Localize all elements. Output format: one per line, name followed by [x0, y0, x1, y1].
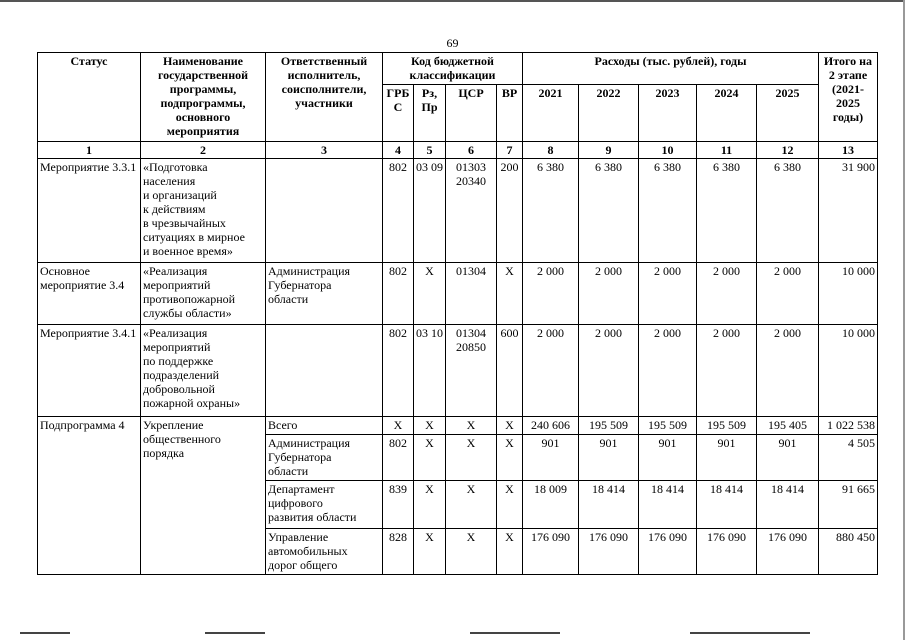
column-number-row	[38, 142, 878, 159]
value-2023-cell: 176 090	[639, 529, 697, 575]
status-cell: Мероприятие 3.4.1	[38, 325, 141, 417]
value-2024-cell: 18 414	[697, 481, 757, 529]
name-cell: «Реализация мероприятий противопожарной службы области»	[141, 263, 266, 325]
value-2024-cell: 901	[697, 435, 757, 481]
value-2022-cell: 6 380	[579, 159, 639, 263]
total-cell: 10 000	[819, 325, 878, 417]
rzpr-cell: 03 09	[414, 159, 446, 263]
value-2022-cell: 2 000	[579, 263, 639, 325]
grbs-cell: 802	[383, 325, 414, 417]
header-year-2024: 2024	[697, 85, 757, 142]
value-2021-cell: 901	[523, 435, 579, 481]
csr-cell: X	[446, 529, 497, 575]
rzpr-cell: X	[414, 481, 446, 529]
header-year-2021: 2021	[523, 85, 579, 142]
value-2023-cell: 6 380	[639, 159, 697, 263]
total-cell: 1 022 538	[819, 417, 878, 435]
value-2024-cell: 195 509	[697, 417, 757, 435]
header-expenses: Расходы (тыс. рублей), годы	[523, 53, 819, 85]
vr-cell: X	[497, 481, 523, 529]
col-num: 6	[446, 142, 497, 159]
total-cell: 91 665	[819, 481, 878, 529]
header-year-2025: 2025	[757, 85, 819, 142]
total-cell: 31 900	[819, 159, 878, 263]
value-2024-cell: 2 000	[697, 263, 757, 325]
header-year-2022: 2022	[579, 85, 639, 142]
name-cell: «Подготовка населения и организаций к действиям в чрезвычайных ситуациях в мирное и военное время»	[141, 159, 266, 263]
value-2025-cell: 901	[757, 435, 819, 481]
value-2023-cell: 2 000	[639, 325, 697, 417]
vr-cell: 200	[497, 159, 523, 263]
col-num: 2	[141, 142, 266, 159]
total-cell: 4 505	[819, 435, 878, 481]
grbs-cell: 802	[383, 263, 414, 325]
col-num: 8	[523, 142, 579, 159]
scan-bottom-edge	[0, 632, 905, 640]
value-2022-cell: 18 414	[579, 481, 639, 529]
vr-cell: X	[497, 435, 523, 481]
col-num: 1	[38, 142, 141, 159]
csr-cell: X	[446, 481, 497, 529]
status-cell: Мероприятие 3.3.1	[38, 159, 141, 263]
budget-table	[37, 52, 878, 575]
col-num: 3	[266, 142, 383, 159]
rzpr-cell: X	[414, 417, 446, 435]
col-num: 12	[757, 142, 819, 159]
grbs-cell: X	[383, 417, 414, 435]
vr-cell: X	[497, 529, 523, 575]
table-row	[38, 159, 878, 263]
col-num: 7	[497, 142, 523, 159]
rzpr-cell: X	[414, 529, 446, 575]
total-cell: 880 450	[819, 529, 878, 575]
col-num: 5	[414, 142, 446, 159]
value-2022-cell: 2 000	[579, 325, 639, 417]
total-cell: 10 000	[819, 263, 878, 325]
value-2021-cell: 2 000	[523, 263, 579, 325]
value-2025-cell: 2 000	[757, 263, 819, 325]
header-name: Наименование государственной программы, подпрограммы, основного мероприятия	[141, 53, 266, 142]
value-2023-cell: 901	[639, 435, 697, 481]
subprogram-row	[38, 417, 878, 435]
col-num: 9	[579, 142, 639, 159]
table-row	[38, 263, 878, 325]
value-2023-cell: 2 000	[639, 263, 697, 325]
header-year-2023: 2023	[639, 85, 697, 142]
value-2023-cell: 195 509	[639, 417, 697, 435]
value-2025-cell: 195 405	[757, 417, 819, 435]
value-2021-cell: 2 000	[523, 325, 579, 417]
subprogram-status-cell: Подпрограмма 4	[38, 417, 141, 575]
rzpr-cell: 03 10	[414, 325, 446, 417]
value-2025-cell: 6 380	[757, 159, 819, 263]
scan-top-edge	[0, 0, 905, 2]
value-2024-cell: 6 380	[697, 159, 757, 263]
header-csr: ЦСР	[446, 85, 497, 142]
rzpr-cell: X	[414, 263, 446, 325]
value-2021-cell: 6 380	[523, 159, 579, 263]
rzpr-cell: X	[414, 435, 446, 481]
col-num: 13	[819, 142, 878, 159]
header-vr: ВР	[497, 85, 523, 142]
value-2021-cell: 240 606	[523, 417, 579, 435]
value-2024-cell: 2 000	[697, 325, 757, 417]
value-2022-cell: 195 509	[579, 417, 639, 435]
value-2022-cell: 176 090	[579, 529, 639, 575]
value-2024-cell: 176 090	[697, 529, 757, 575]
csr-cell: 01304	[446, 263, 497, 325]
grbs-cell: 839	[383, 481, 414, 529]
subprogram-name-cell: Укрепление общественного порядка	[141, 417, 266, 575]
header-executor: Ответственный исполнитель, соисполнители, участники	[266, 53, 383, 142]
executor-cell: Всего	[266, 417, 383, 435]
header-budget-code: Код бюджетной классификации	[383, 53, 523, 85]
col-num: 10	[639, 142, 697, 159]
executor-cell: Администрация Губернатора области	[266, 435, 383, 481]
value-2021-cell: 18 009	[523, 481, 579, 529]
vr-cell: 600	[497, 325, 523, 417]
name-cell: «Реализация мероприятий по поддержке подразделений добровольной пожарной охраны»	[141, 325, 266, 417]
header-row-top	[38, 53, 878, 85]
value-2025-cell: 176 090	[757, 529, 819, 575]
col-num: 4	[383, 142, 414, 159]
executor-cell: Департамент цифрового развития области	[266, 481, 383, 529]
vr-cell: X	[497, 263, 523, 325]
csr-cell: 01303 20340	[446, 159, 497, 263]
header-status: Статус	[38, 53, 141, 142]
grbs-cell: 802	[383, 159, 414, 263]
table-row	[38, 325, 878, 417]
executor-cell	[266, 325, 383, 417]
status-cell: Основное мероприятие 3.4	[38, 263, 141, 325]
grbs-cell: 828	[383, 529, 414, 575]
col-num: 11	[697, 142, 757, 159]
csr-cell: 01304 20850	[446, 325, 497, 417]
csr-cell: X	[446, 435, 497, 481]
value-2025-cell: 2 000	[757, 325, 819, 417]
csr-cell: X	[446, 417, 497, 435]
value-2021-cell: 176 090	[523, 529, 579, 575]
executor-cell: Управление автомобильных дорог общего	[266, 529, 383, 575]
header-total: Итого на 2 этапе (2021-2025 годы)	[819, 53, 878, 142]
value-2025-cell: 18 414	[757, 481, 819, 529]
header-grbs: ГРБ С	[383, 85, 414, 142]
grbs-cell: 802	[383, 435, 414, 481]
value-2023-cell: 18 414	[639, 481, 697, 529]
page-number: 69	[446, 36, 459, 50]
value-2022-cell: 901	[579, 435, 639, 481]
executor-cell	[266, 159, 383, 263]
executor-cell: Администрация Губернатора области	[266, 263, 383, 325]
header-rzpr: Рз, Пр	[414, 85, 446, 142]
vr-cell: X	[497, 417, 523, 435]
